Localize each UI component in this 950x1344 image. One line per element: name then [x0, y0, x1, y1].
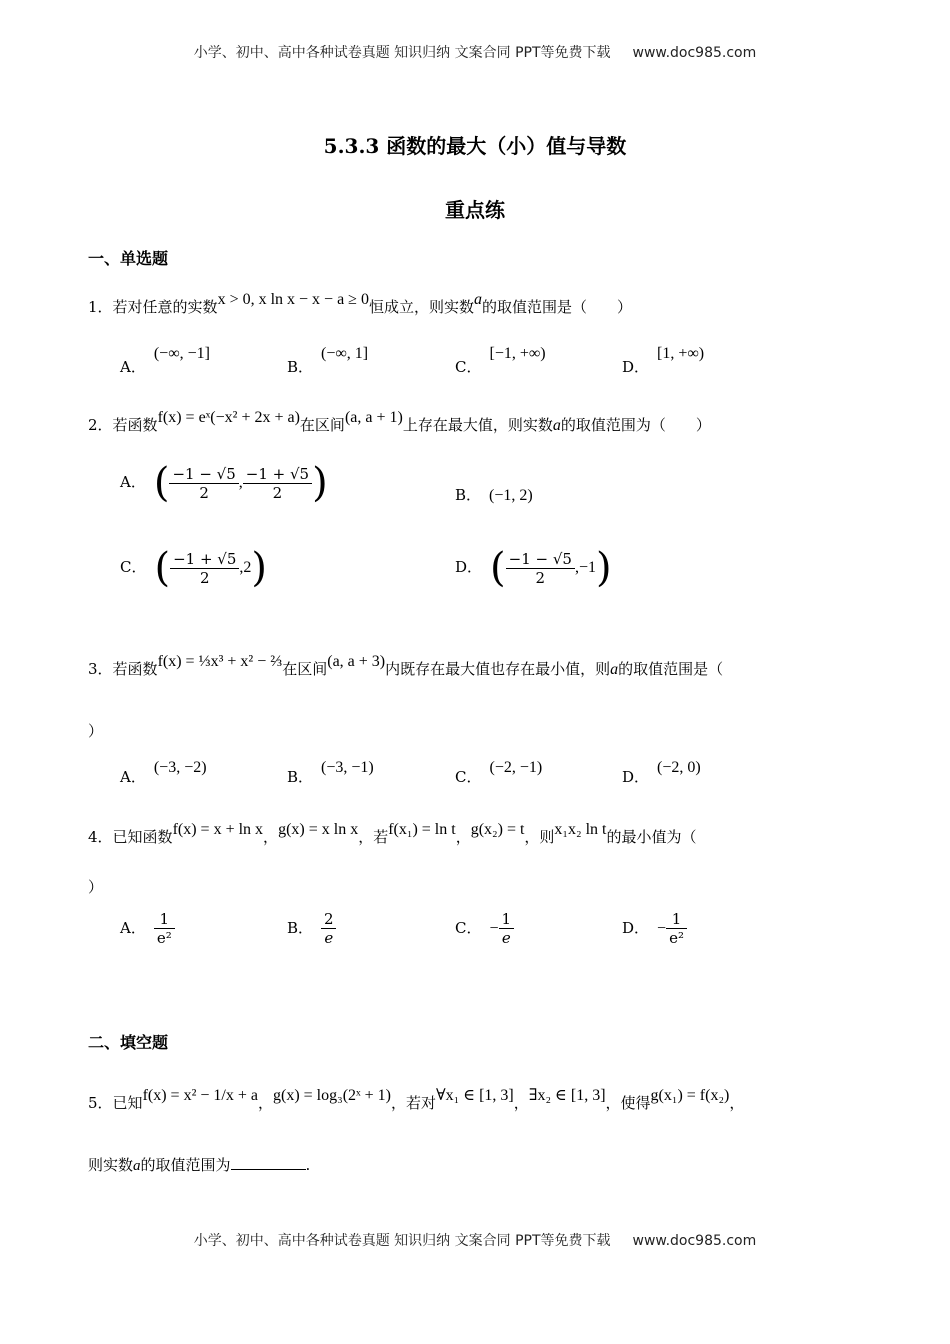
option-label: D． — [622, 358, 650, 376]
q4-f: f(x) = x + ln x — [172, 821, 264, 838]
q5-sep4: ，使得 — [605, 1094, 651, 1112]
q3-var: a — [610, 661, 619, 678]
comma: , — [238, 474, 243, 491]
option-label: D． — [455, 558, 483, 576]
question-5 — [88, 1087, 745, 1113]
frac — [154, 910, 175, 947]
question-4 — [88, 821, 697, 847]
question-3 — [88, 653, 724, 679]
frac — [243, 465, 312, 502]
q5-line2 — [88, 1154, 310, 1175]
option-sign: − — [657, 919, 667, 937]
paren-close: ) — [596, 545, 612, 591]
option-label: C． — [455, 918, 482, 937]
header-banner-url[interactable]: www.doc985.com — [632, 45, 757, 61]
q2-post1: 上存在最大值，则实数 — [402, 416, 553, 434]
q4-option-b[interactable] — [287, 910, 337, 947]
q3-interval: (a, a + 3) — [327, 653, 386, 670]
header-banner-text: 小学、初中、高中各种试卷真题 知识归纳 文案合同 PPT等免费下载 — [193, 45, 611, 61]
footer-banner-url[interactable]: www.doc985.com — [632, 1233, 757, 1249]
q4-option-c[interactable] — [455, 910, 514, 947]
q4-option-a[interactable] — [120, 910, 175, 947]
frac-num: 1 — [159, 910, 170, 928]
q1-condition: x > 0, x ln x − x − a ≥ 0 — [217, 291, 369, 308]
q4-cond2: g(x₂) = t — [470, 821, 525, 838]
q1-var: a — [473, 291, 482, 308]
q1-mid: 恒成立，则实数 — [368, 298, 474, 316]
option-label: A． — [120, 473, 146, 491]
q2-function: f(x) = eˣ(−x² + 2x + a) — [157, 409, 300, 426]
q5-cond1: ∀x₁ ∈ [1, 3] — [436, 1087, 514, 1104]
q4-cond1: f(x₁) = ln t — [388, 821, 456, 838]
q5-line2-end: . — [305, 1156, 311, 1174]
frac-num: −1 + √5 — [243, 465, 312, 484]
paren-open: ( — [154, 545, 171, 591]
option-label: C． — [455, 768, 482, 786]
q4-expr: x₁x₂ ln t — [554, 821, 607, 838]
q4-close-paren: ） — [88, 878, 104, 896]
option-label: D． — [622, 918, 650, 937]
q2-var: a — [552, 417, 561, 434]
q4-number: 4． — [88, 828, 113, 846]
frac — [666, 910, 687, 947]
option-right-value: 2 — [243, 559, 252, 576]
frac-den: e² — [154, 928, 175, 947]
option-value: (−2, −1) — [489, 759, 543, 776]
q5-number: 5． — [88, 1094, 113, 1112]
q3-option-a[interactable] — [120, 756, 207, 786]
frac — [499, 910, 515, 947]
option-value: (−3, −2) — [153, 759, 207, 776]
q5-line2-post: 的取值范围为 — [140, 1156, 231, 1174]
q2-post2: 的取值范围为（ ） — [560, 416, 711, 434]
option-label: B． — [455, 486, 482, 504]
footer-banner — [0, 1230, 950, 1250]
frac-num: 2 — [324, 910, 334, 928]
option-value: (−1, 2) — [489, 487, 533, 504]
q2-interval: (a, a + 1) — [344, 409, 403, 426]
doc-title: 5.3.3 函数的最大（小）值与导数 — [323, 134, 627, 158]
q2-pre: 若函数 — [112, 416, 158, 434]
q3-function: f(x) = ⅓x³ + x² − ⅔ — [157, 653, 283, 670]
option-label: B． — [287, 918, 314, 937]
frac-den: 2 — [199, 483, 209, 502]
option-value: (−3, −1) — [321, 759, 374, 776]
q2-option-c[interactable] — [120, 545, 267, 591]
option-label: C． — [455, 358, 482, 376]
q4-g: g(x) = x ln x — [278, 821, 359, 838]
q4-pre: 已知函数 — [112, 828, 173, 846]
option-label: A． — [120, 918, 146, 937]
option-value: (−∞, 1] — [321, 345, 369, 362]
question-1 — [88, 291, 632, 317]
q5-pre: 已知 — [112, 1094, 143, 1112]
footer-banner-text: 小学、初中、高中各种试卷真题 知识归纳 文案合同 PPT等免费下载 — [193, 1233, 611, 1249]
option-label: A． — [120, 768, 146, 786]
comma: , — [574, 559, 579, 576]
q5-line2-var: a — [133, 1158, 141, 1174]
q5-line2-pre: 则实数 — [88, 1156, 134, 1174]
frac — [170, 550, 239, 587]
option-label: D． — [622, 768, 650, 786]
frac-den: 2 — [535, 568, 546, 587]
q3-mid: 在区间 — [282, 660, 328, 678]
q2-option-a[interactable] — [120, 460, 328, 506]
frac-num: 1 — [501, 910, 512, 928]
q2-mid: 在区间 — [299, 416, 345, 434]
section-heading-single-choice: 一、单选题 — [88, 249, 169, 268]
option-value: (−∞, −1] — [153, 345, 210, 362]
option-value: (−2, 0) — [657, 759, 701, 776]
q3-option-c[interactable] — [455, 756, 543, 786]
q3-option-b[interactable] — [287, 756, 374, 786]
q3-post1: 内既存在最大值也存在最小值，则 — [385, 660, 611, 678]
paren-open: ( — [490, 545, 506, 591]
frac-num: −1 − √5 — [506, 550, 575, 569]
frac-den: 2 — [199, 568, 210, 587]
q5-sep3: ， — [513, 1094, 529, 1112]
section-heading-fill-in: 二、填空题 — [88, 1033, 169, 1052]
question-2 — [88, 409, 711, 435]
paren-close: ) — [251, 545, 268, 591]
q3-post2: 的取值范围是（ — [618, 660, 724, 678]
option-label: A． — [120, 358, 146, 376]
q3-option-d[interactable] — [622, 756, 701, 786]
q4-sep2: ，若 — [358, 828, 389, 846]
q5-f: f(x) = x² − 1/x + a — [142, 1087, 258, 1104]
q1-pre: 若对任意的实数 — [112, 298, 218, 316]
frac — [506, 550, 575, 587]
q1-option-d[interactable] — [622, 342, 705, 376]
answer-blank[interactable] — [231, 1169, 306, 1170]
option-value: [−1, +∞) — [489, 345, 546, 362]
frac-num: −1 + √5 — [170, 550, 239, 569]
q5-sep2: ，若对 — [391, 1094, 437, 1112]
q4-sep1: ， — [263, 828, 279, 846]
q1-option-b[interactable] — [287, 342, 369, 376]
q3-pre: 若函数 — [112, 660, 158, 678]
q1-option-c[interactable] — [455, 342, 546, 376]
q4-post: 的最小值为（ — [606, 828, 697, 846]
frac — [169, 465, 238, 502]
q4-sep3: ， — [455, 828, 471, 846]
q5-g: g(x) = log₃(2ˣ + 1) — [272, 1087, 391, 1104]
option-value: [1, +∞) — [657, 345, 705, 362]
q2-number: 2． — [88, 416, 113, 434]
doc-subtitle: 重点练 — [445, 198, 505, 222]
option-right-value: −1 — [578, 559, 596, 576]
frac-den: e — [321, 928, 336, 947]
q3-close-paren: ） — [88, 722, 104, 740]
frac-den: e² — [666, 928, 687, 947]
paren-close: ) — [312, 460, 328, 506]
q5-sep1: ， — [257, 1094, 273, 1112]
q4-sep4: ，则 — [524, 828, 555, 846]
q5-eq: g(x₁) = f(x₂) — [650, 1087, 730, 1104]
option-label: B． — [287, 768, 314, 786]
q3-number: 3． — [88, 660, 113, 678]
q5-end: ， — [729, 1094, 745, 1112]
frac-den: e — [499, 928, 514, 947]
paren-open: ( — [153, 460, 170, 506]
frac-num: 1 — [671, 910, 682, 928]
header-banner — [0, 42, 950, 62]
q5-cond2: ∃x₂ ∈ [1, 3] — [528, 1087, 606, 1104]
q2-option-d[interactable] — [455, 545, 612, 591]
q2-option-b[interactable] — [455, 484, 533, 505]
frac-num: −1 − √5 — [169, 465, 238, 484]
option-sign: − — [489, 919, 499, 937]
option-label: C． — [120, 558, 147, 576]
q4-option-d[interactable] — [622, 910, 687, 947]
frac — [321, 910, 337, 947]
q1-option-a[interactable] — [120, 342, 210, 376]
q1-post: 的取值范围是（ ） — [481, 298, 632, 316]
option-label: B． — [287, 358, 314, 376]
comma: , — [239, 559, 244, 576]
frac-den: 2 — [272, 483, 283, 502]
q1-number: 1． — [88, 298, 113, 316]
